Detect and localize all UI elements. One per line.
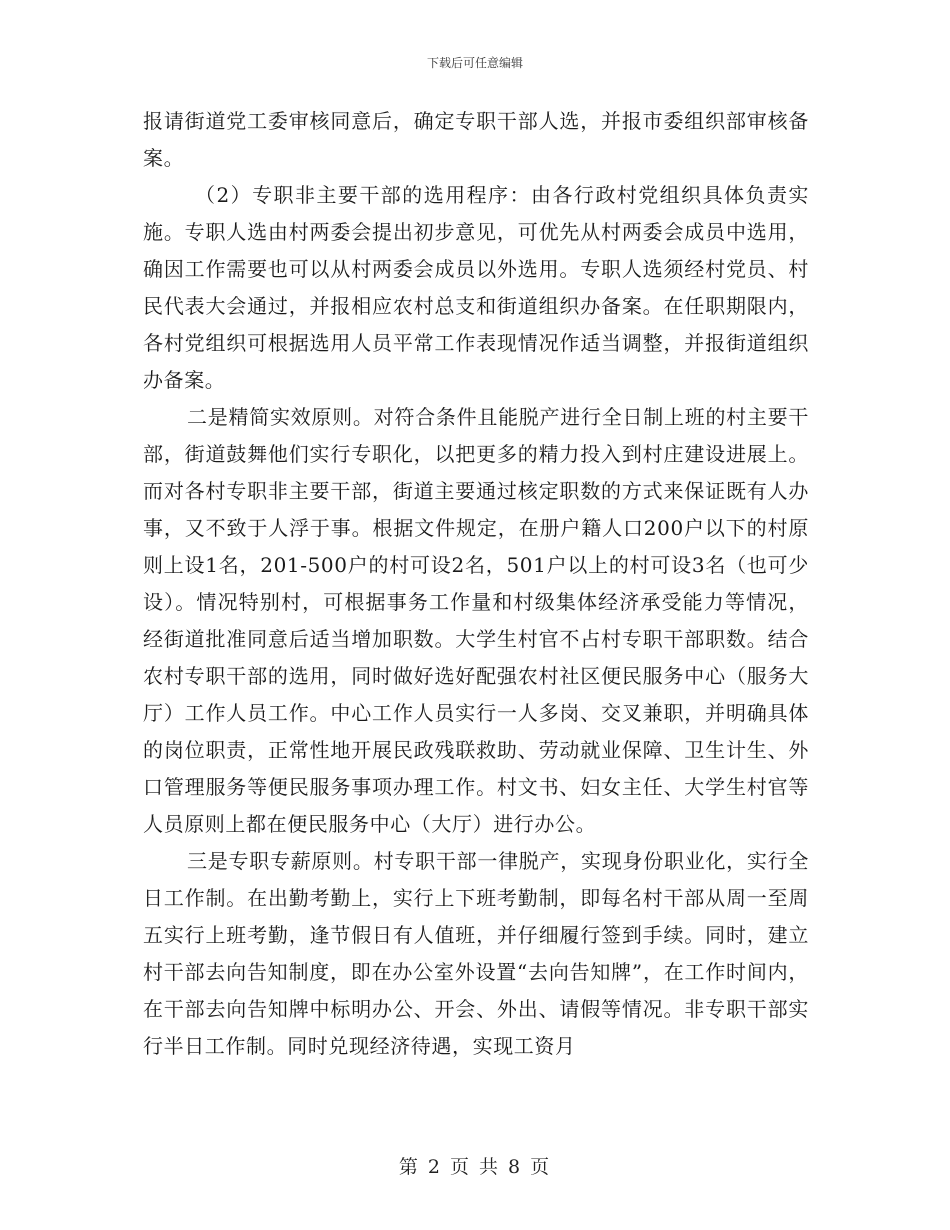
paragraph-salary-principle: 三是专职专薪原则。村专职干部一律脱产，实现身份职业化，实行全日工作制。在出勤考勤上，实行上下班考勤制，即每名村干部从周一至周五实行上班考勤，逢节假日有人值班，并仔细履行签到手续。同时，建立村干部去向告知制度，即在办公室外设置“去向告知牌”，在工作时间内，在干部去向告知牌中标明办公、开会、外出、请假等情况。非专职干部实行半日工作制。同时兑现经济待遇，实现工资月 — [143, 849, 809, 1058]
paragraph-streamline-principle: 二是精简实效原则。对符合条件且能脱产进行全日制上班的村主要干部，街道鼓舞他们实行专职化，以把更多的精力投入到村庄建设进展上。而对各村专职非主要干部，街道主要通过核定职数的方式来保证既有人办事，又不致于人浮于事。根据文件规定，在册户籍人口200户以下的村原则上设1名，201-500户的村可设2名，501户以上的村可设3名（也可少设）。情况特别村，可根据事务工作量和村级集体经济承受能力等情况，经街道批准同意后适当增加职数。大学生村官不占村专职干部职数。结合农村专职干部的选用，同时做好选好配强农村社区便民服务中心（服务大厅）工作人员工作。中心工作人员实行一人多岗、交叉兼职，并明确具体的岗位职责，正常性地开展民政残联救助、劳动就业保障、卫生计生、外口管理服务等便民服务事项办理工作。村文书、妇女主任、大学生村官等人员原则上都在便民服务中心（大厅）进行办公。 — [143, 405, 809, 836]
paragraph-selection-procedure: （2）专职非主要干部的选用程序：由各行政村党组织具体负责实施。专职人选由村两委会提出初步意见，可优先从村两委会成员中选用，确因工作需要也可以从村两委会成员以外选用。专职人选须经村党员、村民代表大会通过，并报相应农村总支和街道组织办备案。在任职期限内，各村党组织可根据选用人员平常工作表现情况作适当调整，并报街道组织办备案。 — [143, 183, 809, 392]
page-number: 第 2 页 共 8 页 — [398, 1156, 552, 1178]
document-body — [143, 103, 809, 1065]
page-header: 下载后可任意编辑 — [426, 56, 523, 70]
paragraph-continuation: 报请街道党工委审核同意后，确定专职干部人选，并报市委组织部审核备案。 — [143, 109, 809, 170]
